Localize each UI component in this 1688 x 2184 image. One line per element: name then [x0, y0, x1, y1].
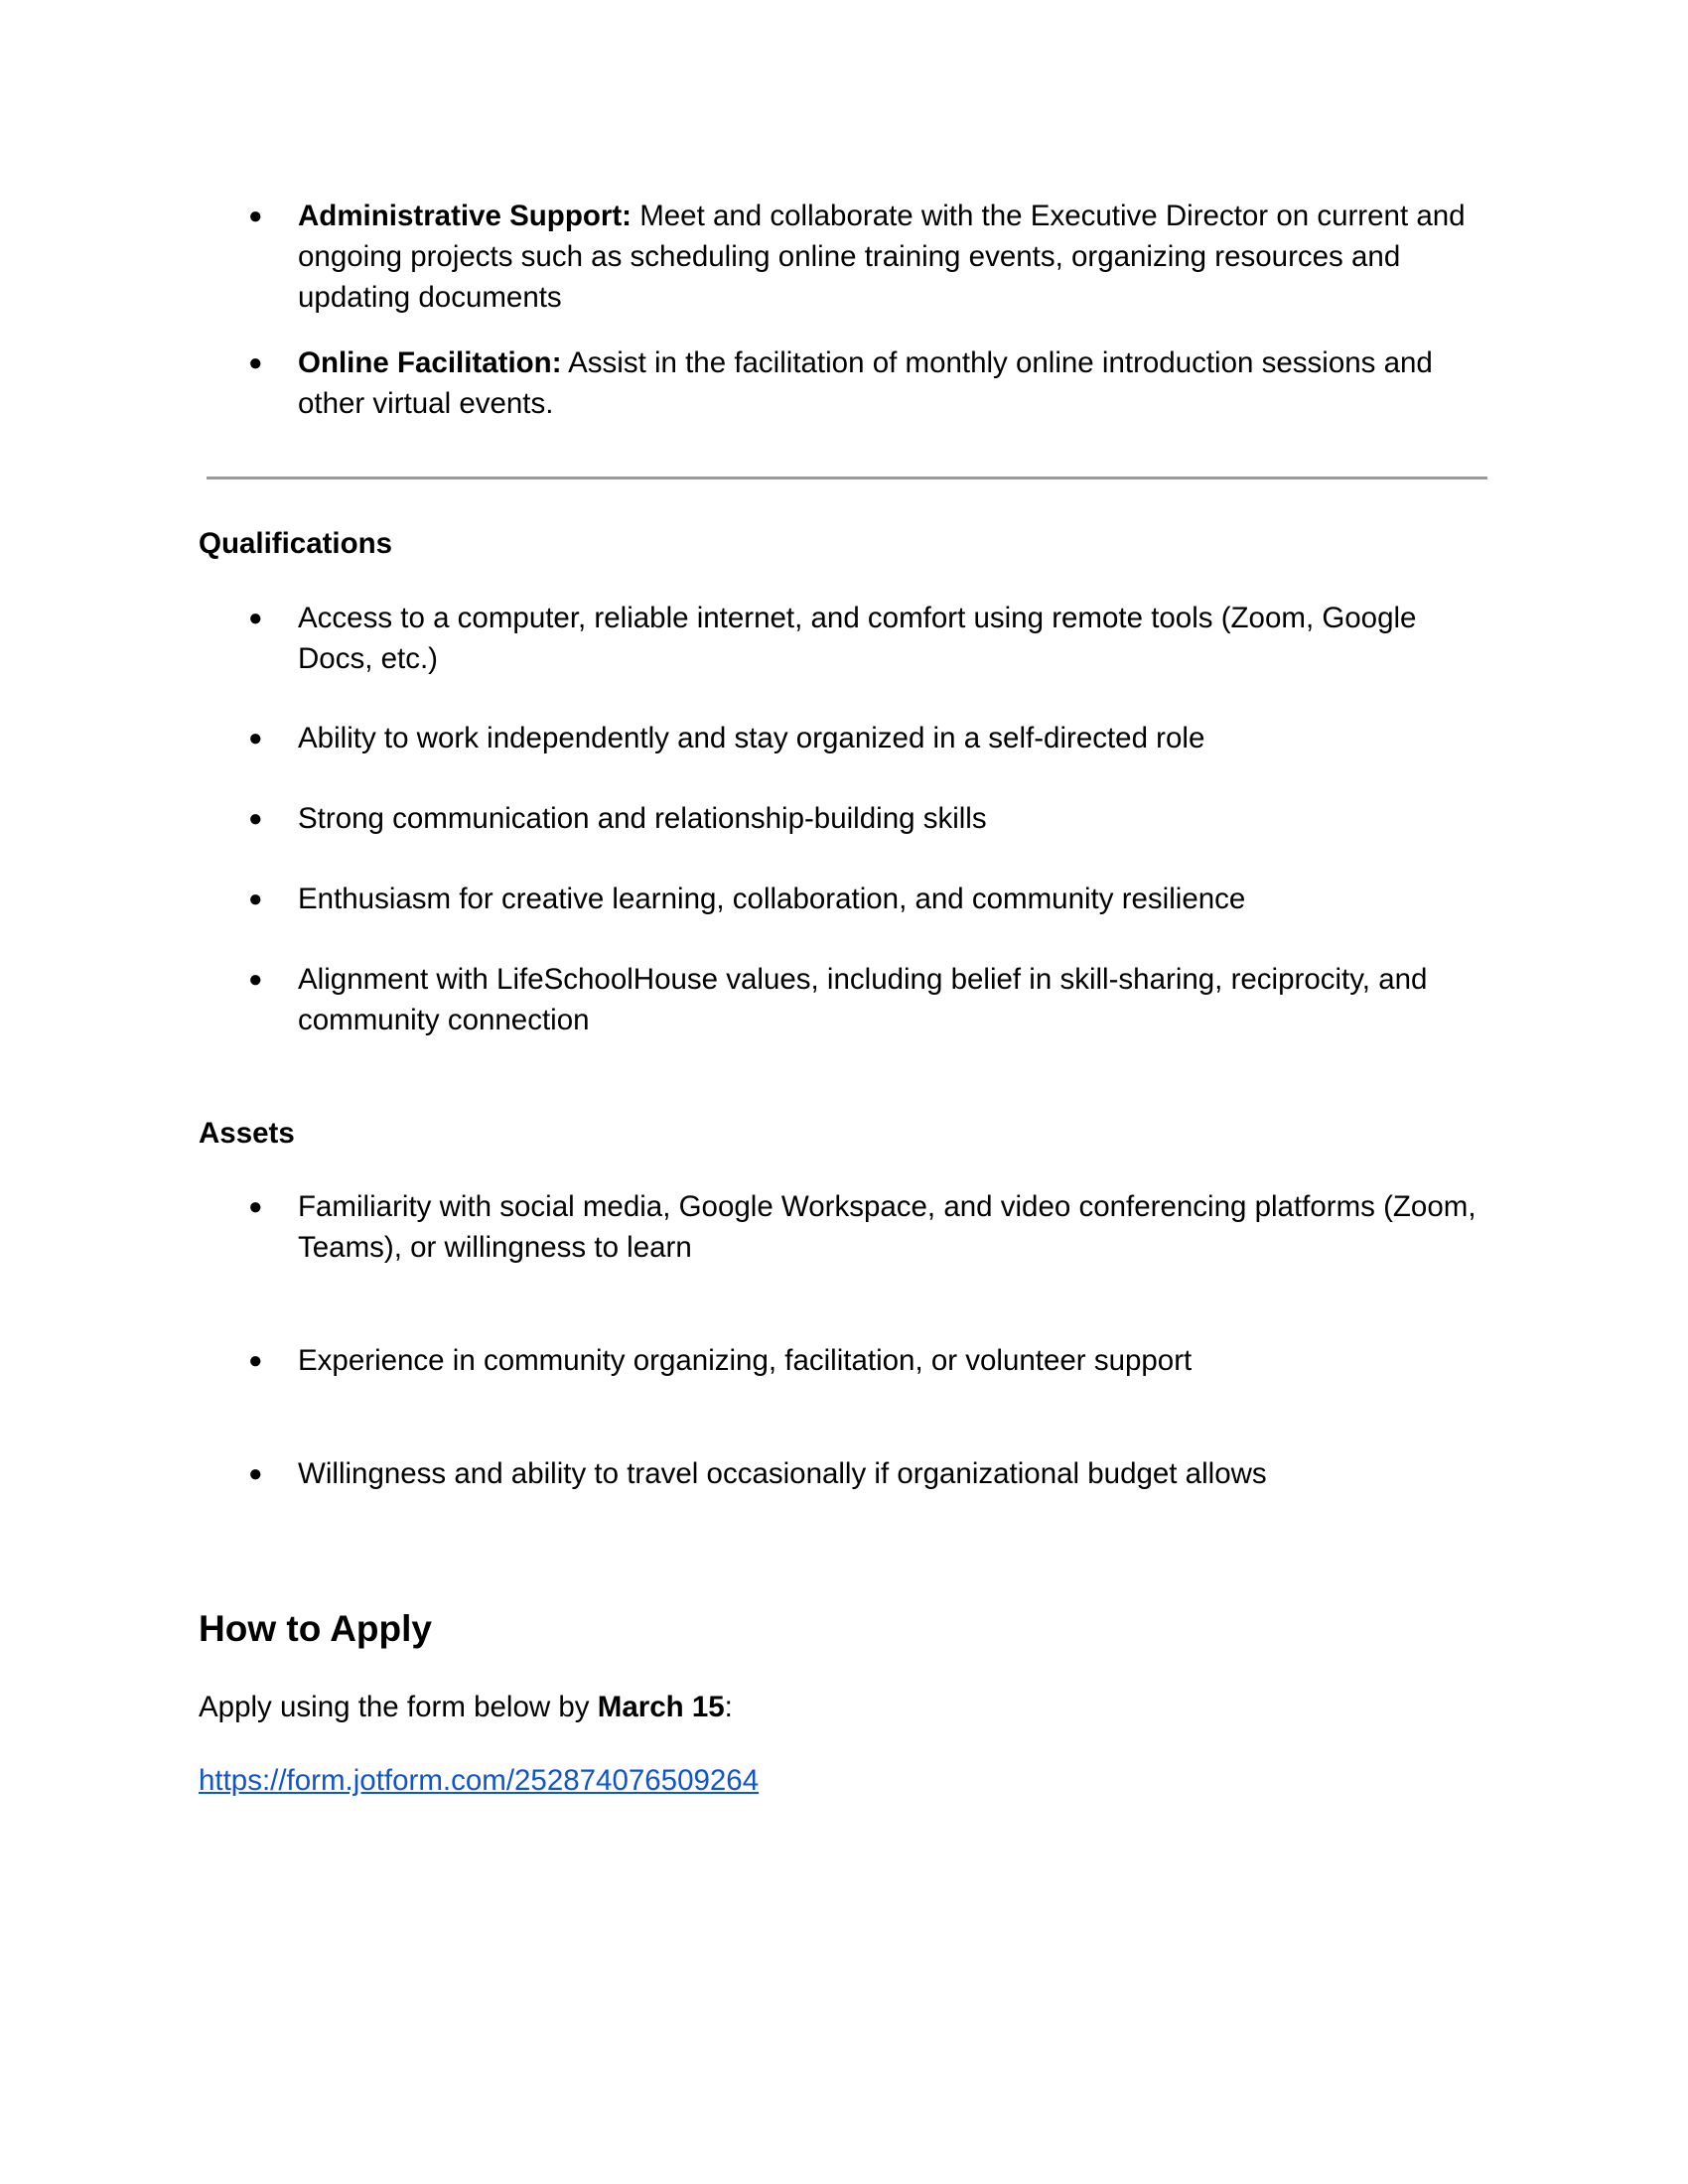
list-item: ● Ability to work independently and stay organized in a self-directed role: [199, 718, 1489, 758]
item-title: Administrative Support:: [298, 200, 632, 232]
assets-heading: Assets: [199, 1117, 295, 1150]
list-item: ● Willingness and ability to travel occasionally if organizational budget allows: [199, 1453, 1489, 1494]
application-form-link[interactable]: https://form.jotform.com/252874076509264: [199, 1764, 760, 1797]
list-item: ● Enthusiasm for creative learning, collaboration, and community resilience: [199, 879, 1489, 919]
bullet-icon: ●: [248, 966, 263, 993]
deadline-date: March 15: [597, 1691, 725, 1723]
list-item: [199, 342, 1489, 424]
bullet-icon: ●: [248, 203, 263, 229]
bullet-icon: ●: [248, 605, 263, 631]
bullet-icon: ●: [248, 886, 263, 912]
bullet-icon: ●: [248, 1460, 263, 1487]
responsibilities-list: [199, 196, 1489, 424]
how-to-apply-heading: How to Apply: [199, 1608, 432, 1649]
list-item: ● Access to a computer, reliable internet, and comfort using remote tools (Zoom, Google Docs, etc.): [199, 598, 1489, 679]
qualifications-list: [199, 598, 1489, 1040]
horizontal-divider: [207, 477, 1487, 479]
list-item: ● Alignment with LifeSchoolHouse values, including belief in skill-sharing, reciprocity, and community connection: [199, 959, 1489, 1040]
bullet-icon: ●: [248, 725, 263, 751]
list-item: ● Experience in community organizing, facilitation, or volunteer support: [199, 1340, 1489, 1381]
item-title: Online Facilitation:: [298, 346, 562, 379]
item-text: Meet and collaborate with the Executive Director on current and ongoing projects such as scheduling online training events, organizing resources and updating documents: [298, 200, 1466, 314]
assets-list: [199, 1186, 1489, 1494]
bullet-icon: ●: [248, 1193, 263, 1220]
list-item: ● Strong communication and relationship-building skills: [199, 798, 1489, 839]
qualifications-heading: Qualifications: [199, 527, 393, 560]
apply-instructions: Apply using the form below by March 15:: [199, 1691, 733, 1723]
item-text: Assist in the facilitation of monthly online introduction sessions and other virtual events.: [298, 346, 1433, 420]
list-item: ● Familiarity with social media, Google Workspace, and video conferencing platforms (Zoom, Teams), or willingness to learn: [199, 1186, 1489, 1268]
bullet-icon: ●: [248, 805, 263, 832]
list-item: [199, 196, 1489, 318]
bullet-icon: ●: [248, 1347, 263, 1374]
bullet-icon: ●: [248, 349, 263, 376]
